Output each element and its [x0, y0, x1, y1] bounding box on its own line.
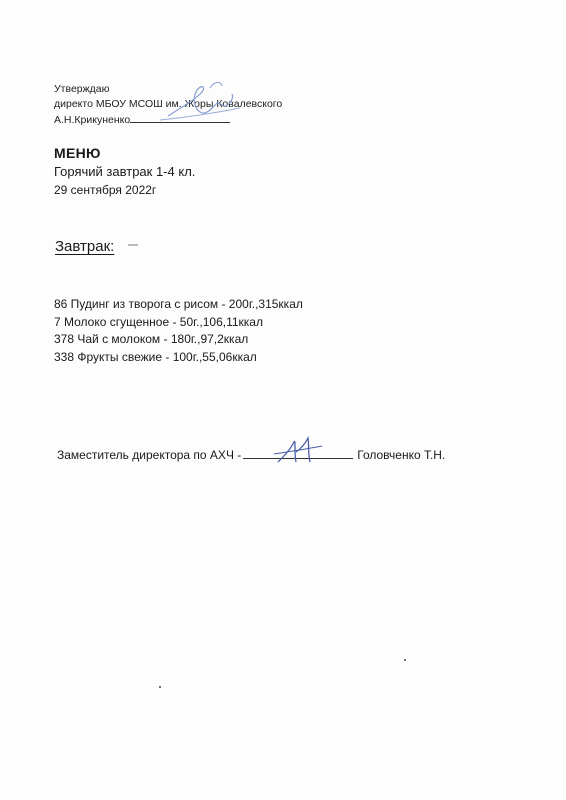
approval-signer-name: А.Н.Крикуненко	[54, 114, 131, 126]
footer-signature-line	[57, 446, 445, 462]
menu-date: 29 сентября 2022г	[54, 183, 157, 197]
page-title: МЕНЮ	[54, 145, 101, 161]
menu-item: 338 Фрукты свежие - 100г.,55,06ккал	[54, 349, 257, 364]
footer-name: Головченко Т.Н.	[357, 448, 446, 462]
approval-position: директо МБОУ МСОШ им. Жоры Ковалевского	[54, 98, 283, 110]
approval-label: Утверждаю	[54, 83, 110, 95]
scan-speck	[159, 686, 161, 688]
scan-speck	[404, 659, 406, 661]
deputy-signature-icon	[272, 432, 332, 470]
menu-item: 86 Пудинг из творога с рисом - 200г.,315ккал	[54, 297, 303, 311]
scan-smudge	[128, 244, 138, 246]
director-signature-icon	[150, 78, 245, 128]
menu-item: 7 Молоко сгущенное - 50г.,106,11ккал	[54, 314, 263, 329]
section-label: Завтрак:	[55, 238, 115, 255]
section-heading	[55, 238, 114, 255]
footer-role: Заместитель директора по АХЧ -	[57, 448, 242, 462]
menu-item: 378 Чай с молоком - 180г.,97,2ккал	[54, 332, 249, 346]
page-subtitle: Горячий завтрак 1-4 кл.	[54, 164, 196, 179]
menu-list	[54, 296, 303, 366]
